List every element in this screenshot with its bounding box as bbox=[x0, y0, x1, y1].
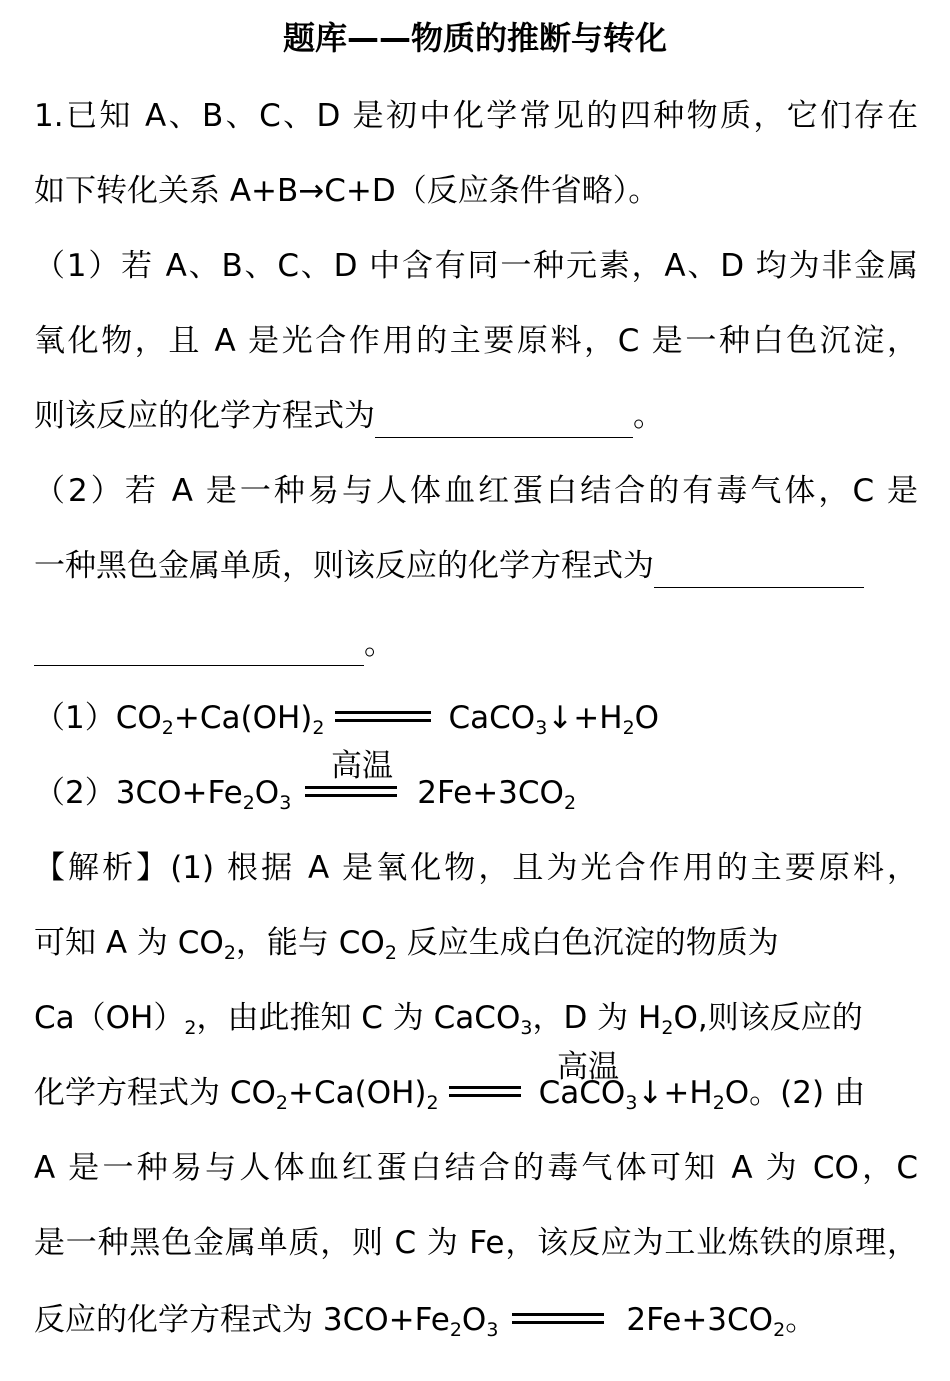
analysis-text: ，由此推知 C 为 CaCO bbox=[196, 1000, 521, 1036]
answer-1-equation bbox=[34, 696, 918, 740]
subscript: 2 bbox=[161, 717, 174, 739]
analysis-text: ，能与 CO bbox=[235, 925, 385, 961]
answer-blank-2b bbox=[34, 631, 364, 666]
formula-part: 2Fe+3CO bbox=[417, 775, 564, 811]
answer-blank-2a bbox=[654, 553, 864, 588]
formula-part: CaCO bbox=[448, 700, 536, 736]
formula-part: O bbox=[254, 775, 280, 811]
formula-part: 3CO+Fe bbox=[115, 775, 243, 811]
reaction-condition-label: 高温 bbox=[557, 1049, 619, 1085]
analysis-text: CaCO bbox=[538, 1075, 626, 1111]
subscript: 2 bbox=[384, 942, 397, 964]
part1-line-1: （1）若 A、B、C、D 中含有同一种元素，A、D 均为非金属 bbox=[34, 248, 918, 284]
subscript: 3 bbox=[535, 717, 548, 739]
analysis-line-2 bbox=[34, 921, 918, 965]
subscript: 3 bbox=[520, 1017, 533, 1039]
subscript: 2 bbox=[223, 942, 236, 964]
analysis-line-1: 【解析】(1) 根据 A 是氧化物，且为光合作用的主要原料， bbox=[34, 850, 918, 886]
analysis-text: 反应的化学方程式为 3CO+Fe bbox=[34, 1302, 450, 1338]
reaction-equals-sign bbox=[305, 781, 397, 803]
reaction-equals-sign bbox=[449, 1081, 521, 1103]
reaction-equals-sign bbox=[512, 1308, 604, 1330]
analysis-text: O bbox=[461, 1302, 487, 1338]
analysis-line-6: 是一种黑色金属单质，则 C 为 Fe，该反应为工业炼铁的原理， bbox=[34, 1225, 918, 1261]
analysis-text: 反应生成白色沉淀的物质为 bbox=[396, 925, 779, 961]
subscript: 2 bbox=[773, 1319, 786, 1341]
part2-line-2-text: 一种黑色金属单质，则该反应的化学方程式为 bbox=[34, 548, 654, 584]
question-line-1: 1.已知 A、B、C、D 是初中化学常见的四种物质，它们存在 bbox=[34, 98, 918, 134]
subscript: 3 bbox=[625, 1092, 638, 1114]
reaction-condition-label: 高温 bbox=[331, 748, 393, 784]
part1-line-3-end: 。 bbox=[633, 398, 664, 434]
formula-part: O bbox=[634, 700, 660, 736]
analysis-text: O。(2) 由 bbox=[724, 1075, 865, 1111]
part2-line-2 bbox=[34, 544, 918, 588]
analysis-text: 可知 A 为 CO bbox=[34, 925, 224, 961]
analysis-line-7 bbox=[34, 1298, 918, 1342]
part2-line-3-end: 。 bbox=[364, 626, 395, 662]
subscript: 2 bbox=[449, 1319, 462, 1341]
answer-1-prefix: （1） bbox=[34, 700, 116, 736]
answer-blank-1 bbox=[375, 403, 633, 438]
subscript: 2 bbox=[426, 1092, 439, 1114]
analysis-text: 化学方程式为 CO bbox=[34, 1075, 276, 1111]
analysis-line-4 bbox=[34, 1071, 918, 1115]
question-line-2: 如下转化关系 A+B→C+D（反应条件省略）。 bbox=[34, 173, 660, 209]
answer-2-prefix: （2） bbox=[34, 775, 116, 811]
subscript: 2 bbox=[622, 717, 635, 739]
subscript: 2 bbox=[661, 1017, 674, 1039]
analysis-text: +Ca(OH) bbox=[288, 1075, 427, 1111]
subscript: 2 bbox=[563, 792, 577, 814]
subscript: 2 bbox=[712, 1092, 725, 1114]
part2-line-3 bbox=[34, 622, 918, 666]
subscript: 2 bbox=[312, 717, 325, 739]
subscript: 2 bbox=[242, 792, 255, 814]
analysis-text: O,则该反应的 bbox=[673, 1000, 863, 1036]
analysis-text: ，D 为 H bbox=[532, 1000, 662, 1036]
analysis-text: 。 bbox=[785, 1302, 817, 1338]
analysis-text: Ca（OH） bbox=[34, 1000, 185, 1036]
answer-2-equation bbox=[34, 771, 918, 815]
subscript: 2 bbox=[184, 1017, 197, 1039]
subscript: 3 bbox=[486, 1319, 499, 1341]
page-title: 题库——物质的推断与转化 bbox=[282, 19, 667, 57]
reaction-equals-sign bbox=[335, 706, 431, 728]
analysis-text: 2Fe+3CO bbox=[626, 1302, 774, 1338]
subscript: 3 bbox=[279, 792, 292, 814]
subscript: 2 bbox=[275, 1092, 288, 1114]
analysis-line-3 bbox=[34, 996, 918, 1040]
analysis-line-5: A 是一种易与人体血红蛋白结合的毒气体可知 A 为 CO，C bbox=[34, 1150, 918, 1186]
formula-part: ↓+H bbox=[547, 700, 623, 736]
part1-line-3 bbox=[34, 394, 918, 438]
analysis-text: ↓+H bbox=[637, 1075, 713, 1111]
formula-part: CO bbox=[115, 700, 162, 736]
part1-line-2: 氧化物，且 A 是光合作用的主要原料，C 是一种白色沉淀， bbox=[34, 323, 918, 359]
part2-line-1: （2）若 A 是一种易与人体血红蛋白结合的有毒气体，C 是 bbox=[34, 473, 918, 509]
part1-line-3-text: 则该反应的化学方程式为 bbox=[34, 398, 375, 434]
formula-part: +Ca(OH) bbox=[173, 700, 313, 736]
